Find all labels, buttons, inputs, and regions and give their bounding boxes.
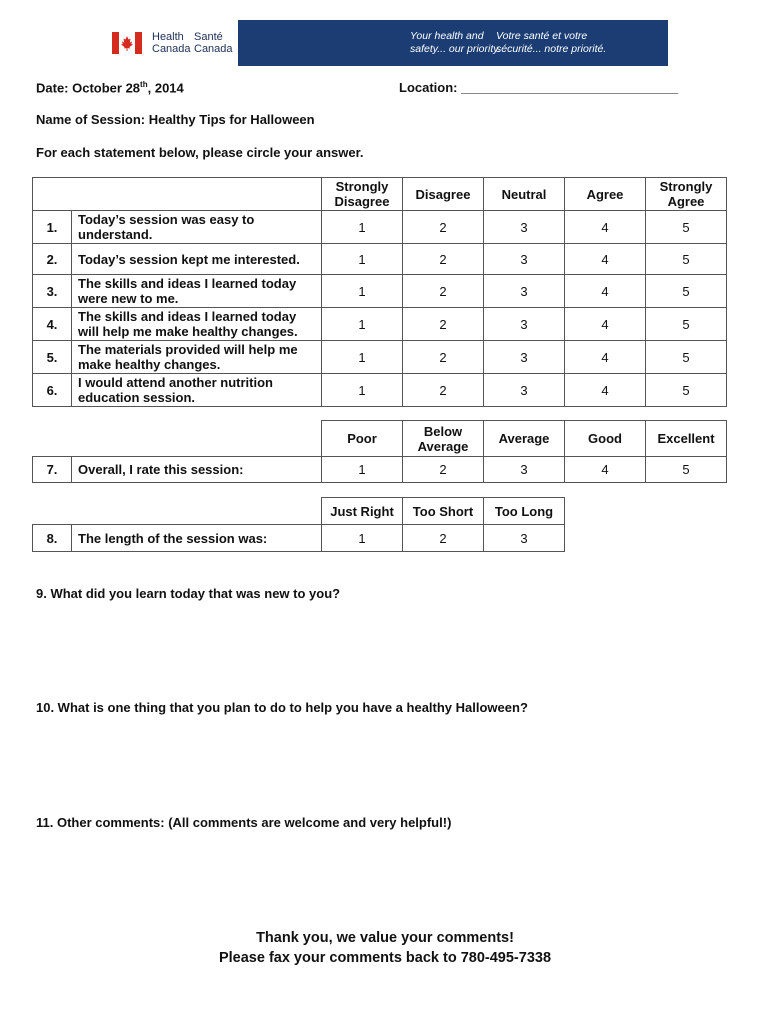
row-number: 8. — [33, 525, 72, 552]
rating-option[interactable]: 3 — [484, 341, 565, 374]
header-agree: Agree — [565, 178, 646, 211]
header-just-right: Just Right — [322, 498, 403, 525]
rating-option[interactable]: 5 — [646, 211, 727, 244]
rating-option[interactable]: 3 — [484, 211, 565, 244]
rating-option[interactable]: 4 — [565, 374, 646, 407]
rating-option[interactable]: 2 — [403, 525, 484, 552]
rating-option[interactable]: 5 — [646, 457, 727, 483]
rating-option[interactable]: 4 — [565, 308, 646, 341]
slogan-fr: Votre santé et votre sécurité... notre priorité. — [496, 30, 607, 55]
overall-rating-table — [32, 420, 727, 483]
row-number: 3. — [33, 275, 72, 308]
rating-option[interactable]: 1 — [322, 275, 403, 308]
table-row — [33, 275, 727, 308]
rating-option[interactable]: 2 — [403, 211, 484, 244]
rating-option[interactable]: 2 — [403, 275, 484, 308]
dept-name-en: Health Canada — [152, 31, 191, 55]
header-too-long: Too Long — [484, 498, 565, 525]
table-spacer — [33, 421, 322, 457]
rating-option[interactable]: 4 — [565, 341, 646, 374]
table-row — [33, 211, 727, 244]
rating-option[interactable]: 1 — [322, 374, 403, 407]
location-field[interactable]: Location: ______________________________ — [399, 80, 679, 95]
question-9: 9. What did you learn today that was new to you? — [36, 586, 341, 601]
rating-option[interactable]: 5 — [646, 275, 727, 308]
header-banner — [78, 20, 668, 66]
rating-option[interactable]: 1 — [322, 341, 403, 374]
rating-option[interactable]: 4 — [565, 275, 646, 308]
table-row — [33, 308, 727, 341]
thanks-message: Thank you, we value your comments! — [256, 930, 514, 946]
session-name: Name of Session: Healthy Tips for Halloween — [36, 112, 315, 127]
row-number: 6. — [33, 374, 72, 407]
statement-text: Today’s session was easy to understand. — [72, 211, 322, 244]
header-too-short: Too Short — [403, 498, 484, 525]
statement-text: The skills and ideas I learned today will help me make healthy changes. — [72, 308, 322, 341]
slogan-en: Your health and safety... our priority. — [410, 30, 501, 55]
header-disagree: Disagree — [403, 178, 484, 211]
question-10: 10. What is one thing that you plan to do to help you have a healthy Halloween? — [36, 700, 528, 715]
rating-option[interactable]: 3 — [484, 308, 565, 341]
rating-option[interactable]: 3 — [484, 457, 565, 483]
row-number: 2. — [33, 244, 72, 275]
rating-option[interactable]: 1 — [322, 211, 403, 244]
rating-option[interactable]: 4 — [565, 244, 646, 275]
table-row — [33, 525, 565, 552]
dept-name-fr: Santé Canada — [194, 31, 233, 55]
rating-option[interactable]: 3 — [484, 374, 565, 407]
table-row — [33, 341, 727, 374]
rating-option[interactable]: 2 — [403, 341, 484, 374]
canada-flag-icon — [112, 32, 142, 54]
banner-slogan-area — [238, 20, 668, 66]
rating-option[interactable]: 5 — [646, 374, 727, 407]
header-excellent: Excellent — [646, 421, 727, 457]
header-average: Average — [484, 421, 565, 457]
rating-option[interactable]: 2 — [403, 457, 484, 483]
row-number: 7. — [33, 457, 72, 483]
fax-instructions: Please fax your comments back to 780-495-7338 — [218, 950, 552, 966]
rating-option[interactable]: 3 — [484, 244, 565, 275]
statement-text: The skills and ideas I learned today were new to me. — [72, 275, 322, 308]
instructions: For each statement below, please circle your answer. — [36, 145, 364, 160]
rating-option[interactable]: 3 — [484, 275, 565, 308]
rating-option[interactable]: 1 — [322, 308, 403, 341]
table-row — [33, 457, 727, 483]
rating-option[interactable]: 5 — [646, 341, 727, 374]
header-good: Good — [565, 421, 646, 457]
table-spacer — [33, 498, 322, 525]
session-length-table — [32, 497, 565, 552]
statement-text: The materials provided will help me make healthy changes. — [72, 341, 322, 374]
rating-option[interactable]: 2 — [403, 374, 484, 407]
statement-text: I would attend another nutrition education session. — [72, 374, 322, 407]
rating-option[interactable]: 3 — [484, 525, 565, 552]
rating-option[interactable]: 2 — [403, 244, 484, 275]
agreement-table — [32, 177, 727, 407]
date-line: Date: October 28th, 2014 — [36, 80, 184, 96]
statement-text: The length of the session was: — [72, 525, 322, 552]
rating-option[interactable]: 1 — [322, 244, 403, 275]
rating-option[interactable]: 4 — [565, 457, 646, 483]
rating-option[interactable]: 5 — [646, 244, 727, 275]
row-number: 1. — [33, 211, 72, 244]
header-poor: Poor — [322, 421, 403, 457]
statement-text: Today’s session kept me interested. — [72, 244, 322, 275]
header-strongly-agree: Strongly Agree — [646, 178, 727, 211]
header-strongly-disagree: Strongly Disagree — [322, 178, 403, 211]
rating-option[interactable]: 1 — [322, 525, 403, 552]
rating-option[interactable]: 4 — [565, 211, 646, 244]
row-number: 5. — [33, 341, 72, 374]
table-row — [33, 244, 727, 275]
rating-option[interactable]: 5 — [646, 308, 727, 341]
question-11: 11. Other comments: (All comments are welcome and very helpful!) — [36, 815, 452, 830]
table-corner — [33, 178, 322, 211]
header-below-average: Below Average — [403, 421, 484, 457]
statement-text: Overall, I rate this session: — [72, 457, 322, 483]
rating-option[interactable]: 2 — [403, 308, 484, 341]
table-row — [33, 374, 727, 407]
row-number: 4. — [33, 308, 72, 341]
rating-option[interactable]: 1 — [322, 457, 403, 483]
header-neutral: Neutral — [484, 178, 565, 211]
